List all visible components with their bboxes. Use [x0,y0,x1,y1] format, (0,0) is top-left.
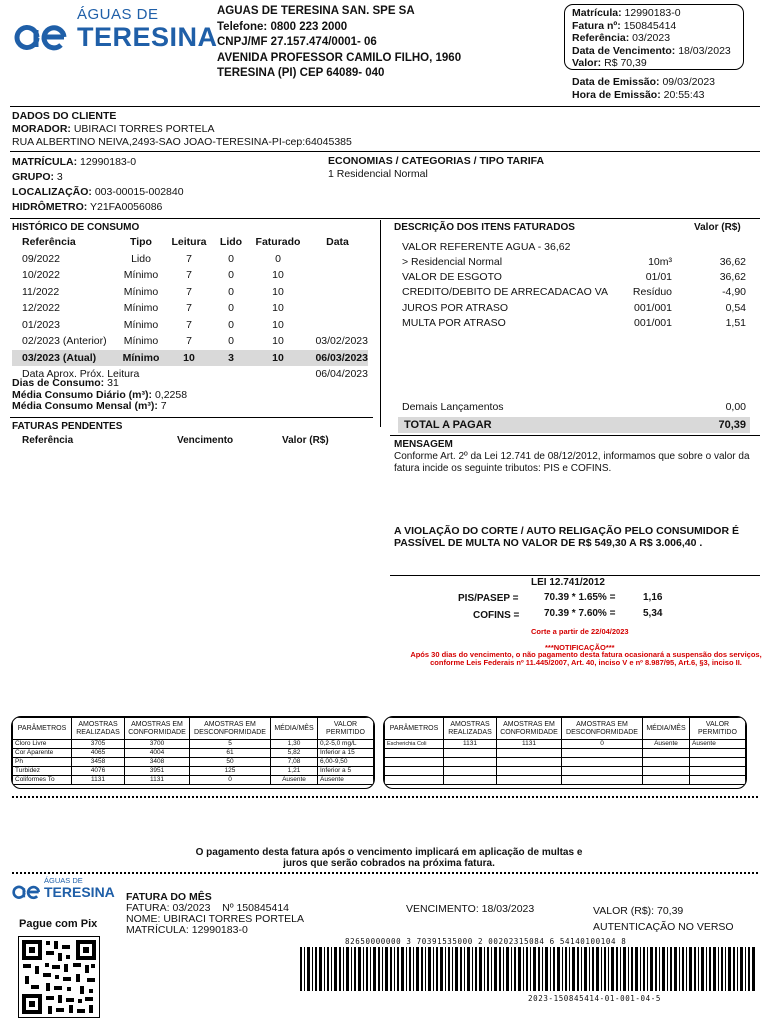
historico-title: HISTÓRICO DE CONSUMO [12,222,140,233]
cell-desconformidade: 0 [190,776,271,785]
cell-parametro [385,758,444,767]
summary-referencia-label: Referência: [572,32,630,44]
item-descricao: JUROS POR ATRASO [402,302,508,314]
cell-referencia: 09/2022 [22,252,60,265]
cell-tipo: Mínimo [122,351,160,364]
historico-row [12,317,368,334]
summary-matricula-label: Matrícula: [572,7,622,19]
summary-vencimento: 18/03/2023 [678,44,731,57]
pis-label: PIS/PASEP = [458,593,519,604]
proxima-leitura-label: Data Aprox. Próx. Leitura [22,368,140,381]
morador-value: UBIRACI TORRES PORTELA [73,123,215,135]
cell-desconformidade [562,758,643,767]
cell-conformidade: 3408 [125,758,190,767]
item-descricao: > Residencial Normal [402,256,503,268]
cell-leitura: 7 [186,269,192,282]
mensagem-text: Conforme Art. 2º da Lei 12.741 de 08/12/2012, informamos que sobre o valor da fatura incide os seguinte tributos: PIS e COFINS. [394,451,750,474]
pendentes-header-valor: Valor (R$) [282,435,329,446]
item-qtd: 001/001 [634,302,672,314]
item-qtd: 001/001 [634,317,672,329]
company-city: TERESINA (PI) CEP 64089- 040 [217,67,385,79]
lei-title: LEI 12.741/2012 [531,577,605,588]
summary-valor-label: Valor: [572,57,602,69]
summary-valor: R$ 70,39 [604,57,647,69]
item-valor: 1,51 [725,317,746,329]
column-divider [380,220,381,427]
localizacao-label: LOCALIZAÇÃO: [12,186,92,198]
divider [10,151,760,152]
media-diario-value: 0,2258 [154,388,188,401]
ligacao-matricula-label: MATRÍCULA: [12,156,78,168]
cell-lido: 0 [228,285,234,298]
notificacao-text: Após 30 dias do vencimento, o não pagamento desta fatura ocasionará a suspensão dos serviços, conforme Leis Federais nº 11.445/2007, Art. 40, inciso V e nº 8.987/95, Art.6, §3, inciso II. [410,650,762,667]
cliente-title: DADOS DO CLIENTE [12,110,117,122]
header-leitura: Leitura [171,236,207,249]
cell-desconformidade: 125 [190,767,271,776]
cofins-calc: 70.39 * 7.60% = [544,608,616,619]
economias-value: 1 Residencial Normal [328,167,428,180]
cell-desconformidade [562,776,643,785]
cell-media [643,776,690,785]
cell-conformidade: 1131 [497,740,562,749]
cut-line [12,872,758,874]
ligacao-matricula: 12990183-0 [80,156,137,168]
cell-realizadas: 1131 [444,740,497,749]
item-qtd: 10m³ [648,256,672,268]
total-value: 70,39 [718,419,746,431]
header-data: Data [326,236,349,249]
cell-realizadas: 3458 [72,758,125,767]
parametros-row [13,758,374,767]
pis-calc: 70.39 * 1.65% = [544,592,616,603]
item-valor: 36,62 [719,271,746,283]
divider [390,435,760,436]
header-conformidade: AMOSTRAS EM CONFORMIDADE [497,718,562,740]
cell-conformidade: 4004 [125,749,190,758]
cell-faturado: 10 [272,285,284,298]
cliente-section [12,110,352,149]
parametros-row [385,767,746,776]
historico-row-atual [12,350,368,367]
hidrometro-label: HIDRÔMETRO: [12,201,88,213]
boleto-numero-label: Nº [222,902,234,914]
boleto-nome-label: NOME: [126,913,161,925]
cell-realizadas [444,767,497,776]
cell-permitido: Ausente [318,776,374,785]
item-valor: 0,54 [725,302,746,314]
historico-row [12,333,368,350]
logo-mark-icon [14,22,70,52]
parametros-header [13,718,374,740]
cell-desconformidade [562,767,643,776]
dias-consumo-label: Dias de Consumo: [12,377,105,389]
aviso-pagamento: O pagamento desta fatura após o vencimento implicará em aplicação de multas e juros que serão cobrados na próxima fatura. [195,847,583,869]
cell-data: 03/02/2023 [315,335,368,348]
cell-parametro: Turbidez [13,767,72,776]
cell-media: 5,82 [271,749,318,758]
historico-row [12,251,368,268]
item-descricao: VALOR DE ESGOTO [402,271,502,283]
parametros-row [13,767,374,776]
logo-line1: ÁGUAS DE [77,6,159,23]
item-descricao: MULTA POR ATRASO [402,317,506,329]
summary-fatura: 150845414 [623,19,677,32]
item-row [402,271,746,286]
cell-leitura: 7 [186,335,192,348]
cell-permitido [690,758,746,767]
item-valor: -4,90 [722,286,746,298]
cell-desconformidade [562,749,643,758]
hidrometro-value: Y21FA0056086 [89,201,163,213]
header-permitido: VALOR PERMITIDO [318,718,374,740]
header-realizadas: AMOSTRAS REALIZADAS [444,718,497,740]
cell-conformidade: 3951 [125,767,190,776]
cell-desconformidade: 0 [562,740,643,749]
dias-consumo-value: 31 [107,377,119,389]
grupo-label: GRUPO: [12,171,54,183]
cell-faturado: 10 [272,269,284,282]
proxima-leitura-value: 06/04/2023 [315,368,368,381]
cell-media [643,749,690,758]
grupo-value: 3 [56,171,63,183]
cell-faturado: 10 [272,351,284,364]
cell-permitido [690,749,746,758]
header-media: MÉDIA/MÊS [271,718,318,740]
cell-leitura: 7 [186,285,192,298]
demais-label: Demais Lançamentos [402,401,504,413]
cell-tipo: Mínimo [123,318,159,331]
boleto-valor [593,903,734,935]
cell-desconformidade: 50 [190,758,271,767]
media-mensal-value: 7 [160,400,167,412]
logo-line2: TERESINA [77,22,218,52]
parametros-row [385,758,746,767]
cell-lido: 0 [228,318,234,331]
cell-faturado: 10 [272,335,284,348]
boleto-codigo: 2023-150845414-01-001-04-5 [528,994,661,1003]
total-row [398,417,750,433]
cell-permitido: Inferior a 5 [318,767,374,776]
parametros-row [13,776,374,785]
cell-parametro: Escherichia Coli [385,740,444,749]
historico-row [12,284,368,301]
header-referencia: Referência [22,236,76,249]
header-media: MÉDIA/MÊS [643,718,690,740]
logo-line2: TERESINA [44,884,115,900]
parametros-row [13,749,374,758]
mensagem-title: MENSAGEM [394,439,453,450]
cell-desconformidade: 61 [190,749,271,758]
economias-title: ECONOMIAS / CATEGORIAS / TIPO TARIFA [328,155,545,167]
summary-referencia: 03/2023 [632,32,671,44]
autenticacao-text: AUTENTICAÇÃO NO VERSO [593,921,734,933]
parametros-row [385,776,746,785]
cell-faturado: 0 [275,252,281,265]
itens-title: DESCRIÇÃO DOS ITENS FATURADOS [394,222,575,233]
fatura-mes-block [126,892,304,936]
cell-conformidade: 3700 [125,740,190,749]
cell-parametro: Ph [13,758,72,767]
parametros-row [13,740,374,749]
cell-desconformidade: 5 [190,740,271,749]
item-descricao: VALOR REFERENTE AGUA - 36,62 [402,241,571,253]
cell-tipo: Lido [131,252,151,265]
item-qtd: Resíduo [632,286,672,298]
company-cnpj: CNPJ/MF 27.157.474/0001- 06 [217,36,377,48]
cell-permitido: Inferior a 15 [318,749,374,758]
item-descricao: CREDITO/DEBITO DE ARRECADACAO VA [402,286,608,298]
cell-referencia: 02/2023 (Anterior) [22,335,107,348]
boleto-fatura-ref: 03/2023 [172,902,211,914]
pis-value: 1,16 [643,592,663,603]
qr-code-icon [19,937,99,1017]
parametros-table-right [383,716,747,789]
cell-tipo: Mínimo [123,269,159,282]
historico-table [12,234,368,383]
boleto-nome: UBIRACI TORRES PORTELA [163,913,304,925]
cell-conformidade [497,758,562,767]
cell-permitido [690,776,746,785]
cell-parametro [385,767,444,776]
cell-referencia: 11/2022 [22,285,60,298]
cell-media: 7,08 [271,758,318,767]
summary-matricula: 12990183-0 [624,7,681,19]
boleto-logo [12,876,122,904]
company-address: AVENIDA PROFESSOR CAMILO FILHO, 1960 [217,51,462,64]
cell-parametro [385,776,444,785]
header-desconformidade: AMOSTRAS EM DESCONFORMIDADE [190,718,271,740]
cofins-label: COFINS = [473,610,520,621]
header-parametro: PARÂMETROS [385,718,444,740]
company-info [217,4,461,82]
cell-referencia: 03/2023 (Atual) [22,351,97,364]
cell-realizadas: 4065 [72,749,125,758]
cell-data [307,267,368,284]
consumo-stats [12,378,187,413]
cell-lido: 0 [228,302,234,315]
pendentes-title: FATURAS PENDENTES [12,421,123,432]
historico-header [12,234,368,251]
item-row [402,256,746,271]
item-row [402,317,746,332]
cell-conformidade: 1131 [125,776,190,785]
pix-label: Pague com Pix [19,918,98,930]
cut-line [12,796,758,798]
cell-tipo: Mínimo [123,302,159,315]
header-realizadas: AMOSTRAS REALIZADAS [72,718,125,740]
cell-lido: 3 [228,351,234,364]
cell-realizadas [444,776,497,785]
emissao-info [572,76,715,102]
cell-parametro: Cloro Livre [13,740,72,749]
historico-row [12,267,368,284]
barcode [300,947,756,991]
media-mensal-label: Média Consumo Mensal (m³): [12,400,158,412]
company-name: AGUAS DE TERESINA SAN. SPE SA [217,5,415,17]
summary-fatura-label: Fatura nº: [572,19,621,32]
cell-data [307,300,368,317]
cell-media: 1,21 [271,767,318,776]
header-lido: Lido [219,236,243,249]
emissao-hora-label: Hora de Emissão: [572,89,661,101]
cell-leitura: 7 [186,302,192,315]
cell-faturado: 10 [272,318,284,331]
item-row [402,302,746,317]
parametros-header [385,718,746,740]
boleto-vencimento [406,903,534,915]
cell-data: 06/03/2023 [315,351,368,364]
divider [10,106,760,107]
emissao-data: 09/03/2023 [662,76,716,88]
cell-tipo: Mínimo [123,285,159,298]
cell-realizadas [444,758,497,767]
emissao-data-label: Data de Emissão: [572,76,660,88]
cell-media: Ausente [643,740,690,749]
emissao-hora: 20:55:43 [663,89,705,101]
pix-qr-code[interactable] [18,936,100,1018]
cell-media [643,767,690,776]
linha-digitavel: 82650000000 3 70391535000 2 00202315084 6 54140100104 8 [345,937,627,946]
boleto-matricula: 12990183-0 [191,924,248,936]
cell-conformidade [497,767,562,776]
cell-permitido: Ausente [690,740,746,749]
historico-row [12,300,368,317]
cell-lido: 0 [228,335,234,348]
header-tipo: Tipo [130,236,152,249]
header-faturado: Faturado [255,236,301,249]
cell-permitido [690,767,746,776]
boleto-valor-label: VALOR (R$): [593,905,655,917]
boleto-fatura-label: FATURA: [126,902,170,914]
localizacao-value: 003-00015-002840 [94,186,184,198]
cell-parametro: Coliformes To [13,776,72,785]
pendentes-header-vencimento: Vencimento [177,435,234,446]
parametros-row [385,749,746,758]
notificacao-title: ***NOTIFICAÇÃO*** [545,643,615,652]
item-row [402,241,746,256]
cell-leitura: 7 [186,318,192,331]
itens-valor-header: Valor (R$) [694,222,741,233]
cell-conformidade [497,749,562,758]
summary-vencimento-label: Data de Vencimento: [572,44,676,57]
cofins-value: 5,34 [643,608,663,619]
cell-referencia: 01/2023 [22,318,60,331]
cell-permitido: 6,00-9,50 [318,758,374,767]
cell-conformidade [497,776,562,785]
item-row [402,286,746,301]
cell-tipo: Mínimo [123,335,159,348]
morador-label: MORADOR: [12,123,71,135]
violacao-text: A VIOLAÇÃO DO CORTE / AUTO RELIGAÇÃO PELO CONSUMIDOR É PASSÍVEL DE MULTA NO VALOR DE R$ 549,30 A R$ 3.006,40 . [394,525,739,549]
cell-permitido: 0,2-5,0 mg/L [318,740,374,749]
cell-media: 1,30 [271,740,318,749]
cell-lido: 0 [228,269,234,282]
header-conformidade: AMOSTRAS EM CONFORMIDADE [125,718,190,740]
logo [14,6,218,54]
cell-realizadas: 3705 [72,740,125,749]
header-permitido: VALOR PERMITIDO [690,718,746,740]
cell-referencia: 10/2022 [22,269,60,282]
boleto-numero: 150845414 [236,902,290,914]
logo-line1: ÁGUAS DE [44,876,83,885]
boleto-vencimento-value: 18/03/2023 [481,903,535,915]
cell-data [307,251,368,268]
parametros-table-left [11,716,375,789]
boleto-matricula-label: MATRÍCULA: [126,924,189,936]
pendentes-header-referencia: Referência [22,435,74,446]
cell-media: Ausente [271,776,318,785]
cell-leitura: 7 [186,252,192,265]
cell-realizadas: 1131 [72,776,125,785]
corte-text: Corte a partir de 22/04/2023 [531,627,629,636]
divider [390,575,760,576]
fatura-mes-title: FATURA DO MÊS [126,891,212,903]
cell-faturado: 10 [272,302,284,315]
logo-mark-icon [12,884,42,900]
company-phone: Telefone: 0800 223 2000 [217,20,348,33]
cell-data [307,317,368,334]
cell-realizadas: 4076 [72,767,125,776]
boleto-vencimento-label: VENCIMENTO: [406,903,479,915]
endereco: RUA ALBERTINO NEIVA,2493-SAO JOAO-TERESINA-PI-cep:64045385 [12,136,352,148]
cell-data [307,284,368,301]
cell-realizadas [444,749,497,758]
boleto-valor-value: 70,39 [657,905,684,917]
cell-parametro: Cor Aparente [13,749,72,758]
cell-parametro [385,749,444,758]
item-qtd: 01/01 [645,271,672,283]
total-label: TOTAL A PAGAR [404,419,492,431]
cell-lido: 0 [228,252,234,265]
divider [10,218,760,219]
media-diario-label: Média Consumo Diário (m³): [12,388,153,401]
header-parametro: PARÂMETROS [13,718,72,740]
economias-section [328,155,544,180]
parametros-row [385,740,746,749]
item-valor: 36,62 [719,256,746,268]
demais-value: 0,00 [725,401,746,413]
demais-row [402,401,746,416]
cell-media [643,758,690,767]
cell-leitura: 10 [183,351,195,364]
summary-box [564,4,744,70]
cell-referencia: 12/2022 [22,302,60,315]
divider [10,417,373,418]
ligacao-section [12,155,184,215]
header-desconformidade: AMOSTRAS EM DESCONFORMIDADE [562,718,643,740]
